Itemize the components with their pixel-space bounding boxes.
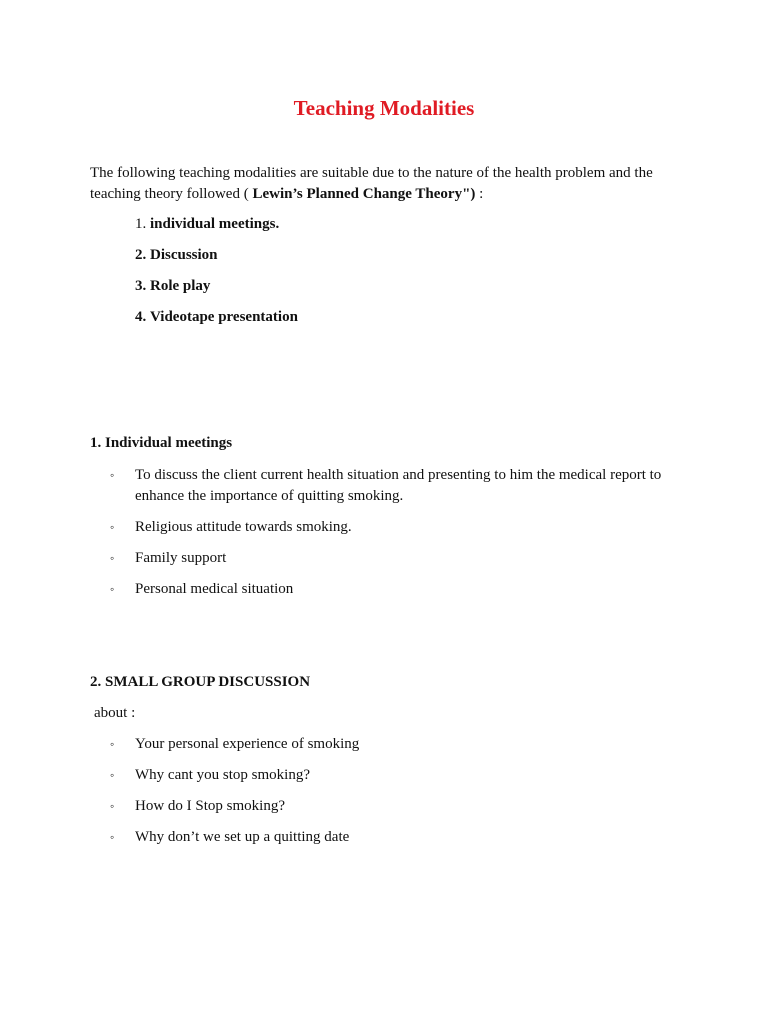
modality-label: individual meetings. (150, 216, 280, 232)
modalities-list (135, 214, 298, 338)
bullet-circle-icon: ◦ (110, 768, 115, 782)
modality-number: 3. (135, 278, 147, 294)
section-heading-small-group-discussion: 2. SMALL GROUP DISCUSSION (90, 674, 311, 690)
bullet-circle-icon: ◦ (110, 799, 115, 813)
list-item (110, 734, 670, 755)
bullet-circle-icon: ◦ (110, 468, 115, 482)
intro-text (90, 163, 680, 205)
list-item-text: To discuss the client current health situation and presenting to him the medical report to enhance the importance of quitting smoking. (135, 467, 662, 504)
modality-label: Videotape presentation (150, 309, 298, 325)
list-item (110, 827, 670, 848)
modality-item (135, 214, 298, 245)
bullet-circle-icon: ◦ (110, 830, 115, 844)
intro-tail: : (475, 186, 484, 202)
list-item (110, 548, 670, 569)
list-item (110, 765, 670, 786)
page-title: Teaching Modalities (293, 96, 475, 120)
modality-number: 1. (135, 216, 147, 232)
individual-meetings-list (110, 465, 670, 610)
modality-item (135, 245, 298, 276)
list-item-text: Religious attitude towards smoking. (135, 519, 352, 535)
about-label: about : (94, 705, 136, 721)
section-heading-individual-meetings: 1. Individual meetings (90, 435, 233, 451)
list-item (110, 796, 670, 817)
bullet-circle-icon: ◦ (110, 520, 115, 534)
theory-name: Lewin’s Planned Change Theory") (252, 186, 476, 202)
list-item-text: Why cant you stop smoking? (135, 767, 310, 783)
list-item-text: Your personal experience of smoking (135, 736, 360, 752)
modality-item (135, 276, 298, 307)
intro-paragraph (90, 163, 680, 205)
modality-label: Discussion (150, 247, 218, 263)
bullet-circle-icon: ◦ (110, 551, 115, 565)
modality-number: 2. (135, 247, 147, 263)
bullet-circle-icon: ◦ (110, 737, 115, 751)
list-item (110, 579, 670, 600)
intro-body: The following teaching modalities are suitable due to the nature of the health problem and the teaching theory followed ( (90, 165, 653, 202)
discussion-topics-list (110, 734, 670, 858)
list-item (110, 517, 670, 538)
list-item (110, 465, 670, 507)
list-item-text: How do I Stop smoking? (135, 798, 285, 814)
list-item-text: Family support (135, 550, 227, 566)
modality-label: Role play (150, 278, 211, 294)
modality-item (135, 307, 298, 338)
modality-number: 4. (135, 309, 147, 325)
list-item-text: Personal medical situation (135, 581, 294, 597)
list-item-text: Why don’t we set up a quitting date (135, 829, 350, 845)
bullet-circle-icon: ◦ (110, 582, 115, 596)
